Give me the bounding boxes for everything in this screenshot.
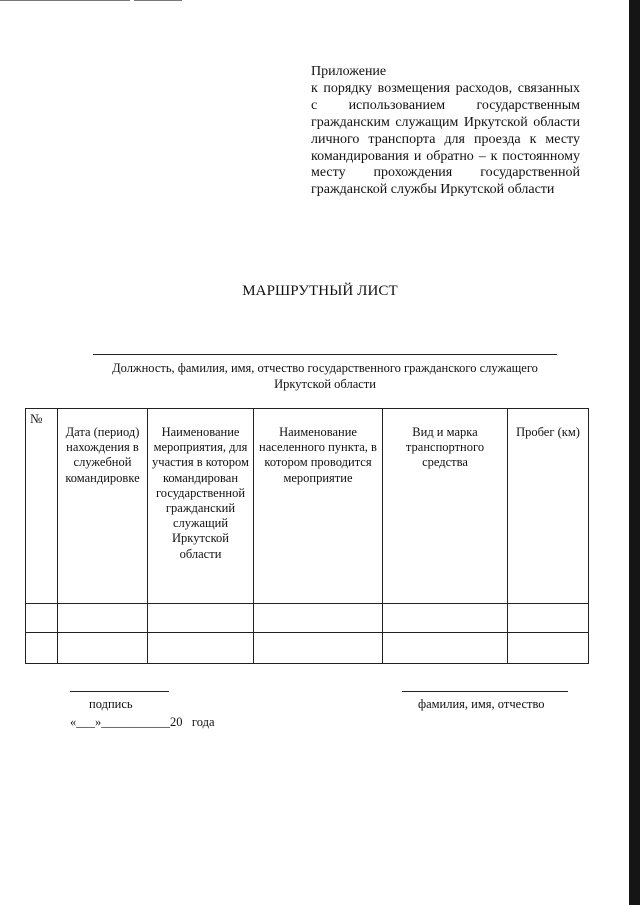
header-number: № [26, 409, 58, 604]
document-title: МАРШРУТНЫЙ ЛИСТ [242, 283, 398, 299]
signature-label: подпись [89, 697, 133, 711]
header-vehicle: Вид и марка транспортного средства [383, 409, 508, 604]
table-header-row [26, 409, 589, 604]
top-rule-right [134, 0, 182, 1]
header-date: Дата (период) нахождения в служебной командировке [58, 409, 148, 604]
table-cell [148, 604, 254, 633]
date-line: «___»___________20 года [70, 715, 215, 729]
header-event: Наименование мероприятия, для участия в котором командирован государственной гражданский служащий Иркутской области [148, 409, 254, 604]
table-cell [508, 604, 589, 633]
signature-line [70, 691, 169, 692]
name-caption: Должность, фамилия, имя, отчество государственного гражданского служащего Иркутской области [112, 361, 538, 391]
appendix-title: Приложение [311, 64, 387, 79]
full-name-label: фамилия, имя, отчество [418, 697, 545, 711]
table-cell [254, 604, 383, 633]
header-mileage: Пробег (км) [508, 409, 589, 604]
table-row [26, 604, 589, 633]
top-rule-left [0, 0, 130, 1]
table-cell [26, 633, 58, 664]
header-locality: Наименование населенного пункта, в котором проводится мероприятие [254, 409, 383, 604]
appendix-block [311, 64, 580, 199]
table-row [26, 633, 589, 664]
table-cell [58, 633, 148, 664]
table-cell [148, 633, 254, 664]
table-cell [58, 604, 148, 633]
scan-edge [629, 0, 640, 905]
table-cell [383, 633, 508, 664]
name-fill-line [93, 354, 557, 355]
route-table [25, 408, 589, 664]
table-cell [254, 633, 383, 664]
full-name-line [402, 691, 568, 692]
table-cell [508, 633, 589, 664]
table-cell [26, 604, 58, 633]
table-cell [383, 604, 508, 633]
appendix-body: к порядку возмещения расходов, связанных с использованием государственным гражданским служащим Иркутской области личного транспорта для проезда к месту командирования и обратно – к постоянному месту прохождения государственной гражданской службы Иркутской области [311, 80, 580, 198]
